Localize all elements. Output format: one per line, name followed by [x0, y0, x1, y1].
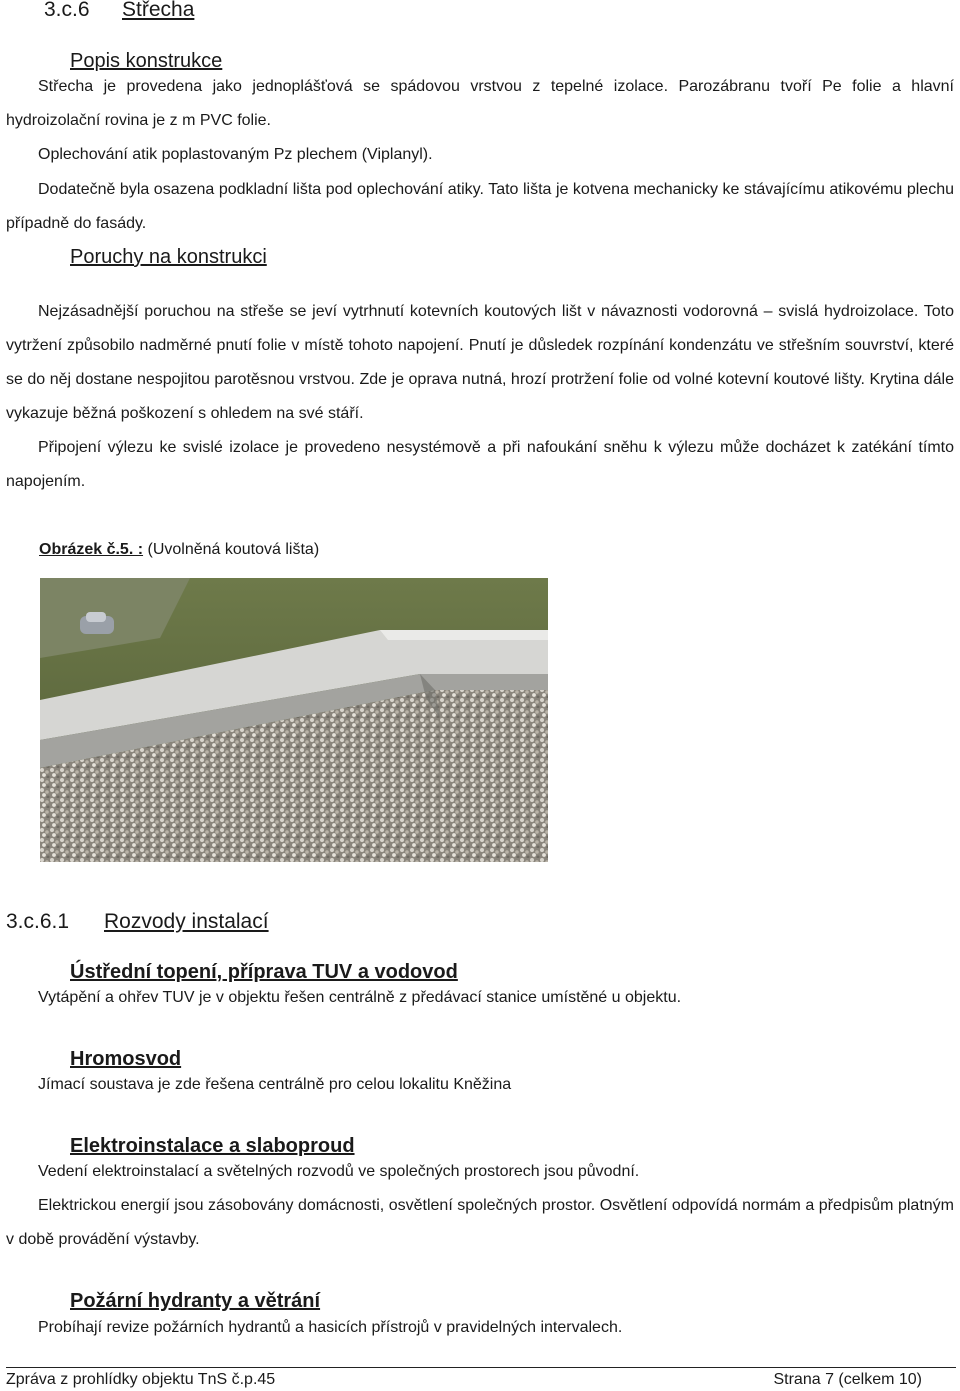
hromosvod-paragraph: Jímací soustava je zde řešena centrálně pro celou lokalitu Kněžina: [38, 1076, 512, 1093]
footer-left: Zpráva z prohlídky objektu TnS č.p.45: [6, 1371, 276, 1388]
popis-paragraph-2: Oplechování atik poplastovaným Pz plechem (Viplanyl).: [38, 146, 433, 163]
subsection-title: Rozvody instalací: [104, 910, 269, 933]
topeni-paragraph: Vytápění a ohřev TUV je v objektu řešen centrálně z předávací stanice umístěné u objektu.: [38, 989, 682, 1006]
popis-paragraph-3: Dodatečně byla osazena podkladní lišta pod oplechování atiky. Tato lišta je kotvena mechanicky ke stávajícímu atikovému plechu případně do fasády.: [6, 181, 954, 232]
figure-caption: [39, 541, 319, 559]
pozarni-paragraph: Probíhají revize požárních hydrantů a hasicích přístrojů v pravidelných intervalech.: [38, 1319, 623, 1336]
subsection-number: 3.c.6.1: [6, 910, 70, 933]
roof-photo-illustration: [40, 578, 548, 862]
poruchy-paragraph-1: Nejzásadnější poruchou na střeše se jeví vytrhnutí kotevních koutových lišt v návaznosti vodorovná – svislá hydroizolace. Toto vytržení způsobilo nadměrné pnutí folie v místě tohoto napojení. Pnutí je důsledek rozpínání kondenzátu ve střešním souvrství, které se do něj dostane nespojitou parotěsnou vrstvou. Zde je oprava nutná, hrozí protržení folie od volné kotevní koutové lišty. Krytina dále vykazuje běžná poškození s ohledem na své stáří.: [6, 303, 954, 422]
footer-rule: [6, 1367, 956, 1368]
elektro-heading: Elektroinstalace a slaboproud: [70, 1135, 355, 1157]
elektro-paragraph-1: Vedení elektroinstalací a světelných rozvodů ve společných prostorech jsou původní.: [38, 1163, 640, 1180]
section-title: Střecha: [122, 0, 195, 21]
hromosvod-heading: Hromosvod: [70, 1048, 182, 1070]
footer-page-number: Strana 7 (celkem 10): [773, 1371, 922, 1388]
roof-photo: [40, 578, 548, 862]
section-number: 3.c.6: [44, 0, 90, 21]
popis-heading: Popis konstrukce: [70, 50, 223, 72]
topeni-heading: Ústřední topení, příprava TUV a vodovod: [70, 961, 458, 983]
poruchy-heading: Poruchy na konstrukci: [70, 246, 267, 268]
poruchy-paragraph-2: Připojení výlezu ke svislé izolace je provedeno nesystémově a při nafoukání sněhu k výlezu může docházet k zatékání tímto napojením.: [6, 439, 954, 490]
popis-paragraph-1: Střecha je provedena jako jednoplášťová se spádovou vrstvou z tepelné izolace. Parozábranu tvoří Pe folie a hlavní hydroizolační rovina je z m PVC folie.: [6, 78, 954, 129]
figure-caption-text: (Uvolněná koutová lišta): [147, 541, 320, 558]
elektro-paragraph-2: Elektrickou energií jsou zásobovány domácnosti, osvětlení společných prostor. Osvětlení odpovídá normám a předpisům platným v době provádění výstavby.: [6, 1197, 954, 1248]
figure-label: Obrázek č.5. :: [39, 541, 144, 558]
pozarni-heading: Požární hydranty a větrání: [70, 1290, 321, 1312]
